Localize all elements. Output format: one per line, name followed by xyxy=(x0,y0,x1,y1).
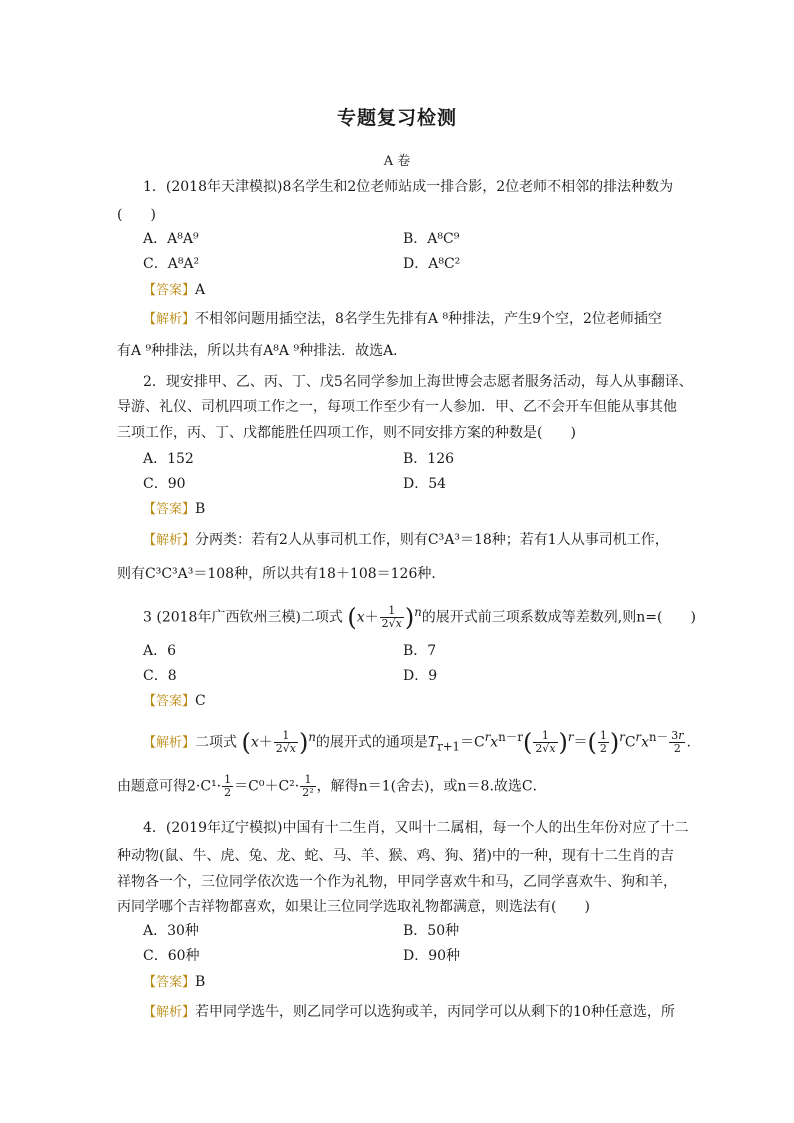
analysis-tag: 【解析】 xyxy=(143,312,196,327)
q2-option-a: A．152 xyxy=(143,451,194,467)
paren-open-icon: ( xyxy=(347,603,357,632)
section-label: A 卷 xyxy=(383,154,411,169)
q4-analysis xyxy=(143,1002,708,1023)
analysis-text: 分两类：若有2人从事司机工作，则有C³A³＝18种；若有1人从事司机工作， xyxy=(195,532,669,548)
answer-tag: 【答案】 xyxy=(143,694,196,709)
q2-stem: 2．现安排甲、乙、丙、丁、戊5名同学参加上海世博会志愿者服务活动，每人从事翻译、 xyxy=(143,374,693,390)
analysis-tag: 【解析】 xyxy=(143,1005,196,1020)
analysis-tag: 【解析】 xyxy=(143,735,196,751)
q3-option-a: A．6 xyxy=(143,643,177,659)
q4-stem-cont-2: 祥物各一个，三位同学依次选一个作为礼物，甲同学喜欢牛和马，乙同学喜欢牛、狗和羊， xyxy=(117,874,677,890)
q2-option-b: B．126 xyxy=(403,451,455,467)
answer-value: B xyxy=(195,501,206,517)
q4-stem-cont-3: 丙同学哪个吉祥物都喜欢，如果让三位同学选取礼物都满意，则选法有( ) xyxy=(117,899,590,915)
analysis-text: 不相邻问题用插空法，8名学生先排有A ⁸种排法，产生9个空，2位老师插空 xyxy=(195,311,662,327)
q2-option-c: C．90 xyxy=(143,476,186,492)
q1-option-b: B．A⁸C⁹ xyxy=(403,231,460,247)
q1-option-a: A．A⁸A⁹ xyxy=(143,231,199,247)
q1-analysis xyxy=(143,309,708,330)
paren-close-icon: ) xyxy=(404,603,415,632)
answer-tag: 【答案】 xyxy=(143,975,196,990)
q1-analysis-cont: 有A ⁹种排法，所以共有A⁸A ⁹种排法．故选A． xyxy=(117,343,408,359)
analysis-text-c: T xyxy=(427,734,438,751)
analysis-text-b: 的展开式的通项是 xyxy=(315,734,428,751)
q2-stem-cont-1: 导游、礼仪、司机四项工作之一，每项工作至少有一人参加．甲、乙不会开车但能从事其他 xyxy=(117,399,677,415)
q1-option-c: C．A⁸A² xyxy=(143,256,200,272)
q2-analysis xyxy=(143,530,708,551)
answer-tag: 【答案】 xyxy=(143,502,196,517)
q2-analysis-cont: 则有C³C³A³＝108种，所以共有18＋108＝126种． xyxy=(117,566,446,582)
q2-stem-cont-2: 三项工作，丙、丁、戊都能胜任四项工作，则不同安排方案的种数是( ) xyxy=(117,425,576,441)
q3-option-b: B．7 xyxy=(403,643,437,659)
q1-stem: 1．(2018年天津模拟)8名学生和2位老师站成一排合影，2位老师不相邻的排法种数为 xyxy=(143,179,674,195)
q4-option-d: D．90种 xyxy=(403,948,461,964)
q4-answer xyxy=(143,972,708,993)
q4-option-c: C．60种 xyxy=(143,948,200,964)
q4-stem-cont-1: 种动物(鼠、牛、虎、兔、龙、蛇、马、羊、猴、鸡、狗、猪)中的一种，现有十二生肖的吉 xyxy=(117,848,674,864)
q3-stem-prefix: 3 (2018年广西钦州三模)二项式 xyxy=(143,609,343,626)
q4-stem: 4．(2019年辽宁模拟)中国有十二生肖，又叫十二属相，每一个人的出生年份对应了十二 xyxy=(143,820,689,836)
q3-analysis: 【解析】二项式 (x＋ $\frac{1}{2√x}$ )$^n$的展开式的通项是$T_{r+1}=C^rx^{n-r}$( $\frac{1}{2√x}$ )$^r$＝( $\frac{1}{2}$ )$^rC^rx^{n-}$ $\frac{3r}{2}$ . xyxy=(143,728,691,757)
page-title: 专题复习检测 xyxy=(336,107,457,129)
fraction: $\frac{1}{2√x}$ xyxy=(275,729,296,756)
answer-value: B xyxy=(195,974,206,990)
q3-analysis-cont: 由题意可得2·C¹· $\frac{1}{2}$ ＝C⁰＋C²· $\frac{1}{\text{2²}}$ ，解得n＝1(舍去)，或n＝8.故选C． xyxy=(117,773,547,799)
q4-option-b: B．50种 xyxy=(403,923,460,939)
q2-option-d: D．54 xyxy=(403,476,447,492)
q3-option-d: D．9 xyxy=(403,668,438,684)
answer-tag: 【答案】 xyxy=(143,283,196,298)
q3-stem: 3 (2018年广西钦州三模)二项式 (x＋ $\frac{1}{2√x}$ )$^n$的展开式前三项系数成等差数列,则n=( ) xyxy=(143,603,696,632)
q4-option-a: A．30种 xyxy=(143,923,199,939)
q1-answer xyxy=(143,280,708,301)
analysis-text: 若甲同学选牛，则乙同学可以选狗或羊，丙同学可以从剩下的10种任意选，所 xyxy=(195,1004,675,1020)
q1-option-d: D．A⁸C² xyxy=(403,256,461,272)
q2-answer xyxy=(143,499,708,520)
q3-stem-suffix: 的展开式前三项系数成等差数列,则n=( ) xyxy=(421,609,696,626)
fraction: $\frac{1}{2√x}$ xyxy=(381,604,402,631)
q3-answer xyxy=(143,691,708,712)
q1-stem-cont: ( ) xyxy=(117,207,156,223)
analysis-tag: 【解析】 xyxy=(143,533,196,548)
answer-value: A xyxy=(195,282,206,298)
q3-option-c: C．8 xyxy=(143,668,177,684)
answer-value: C xyxy=(195,693,206,709)
analysis-text-a: 二项式 xyxy=(195,734,238,751)
